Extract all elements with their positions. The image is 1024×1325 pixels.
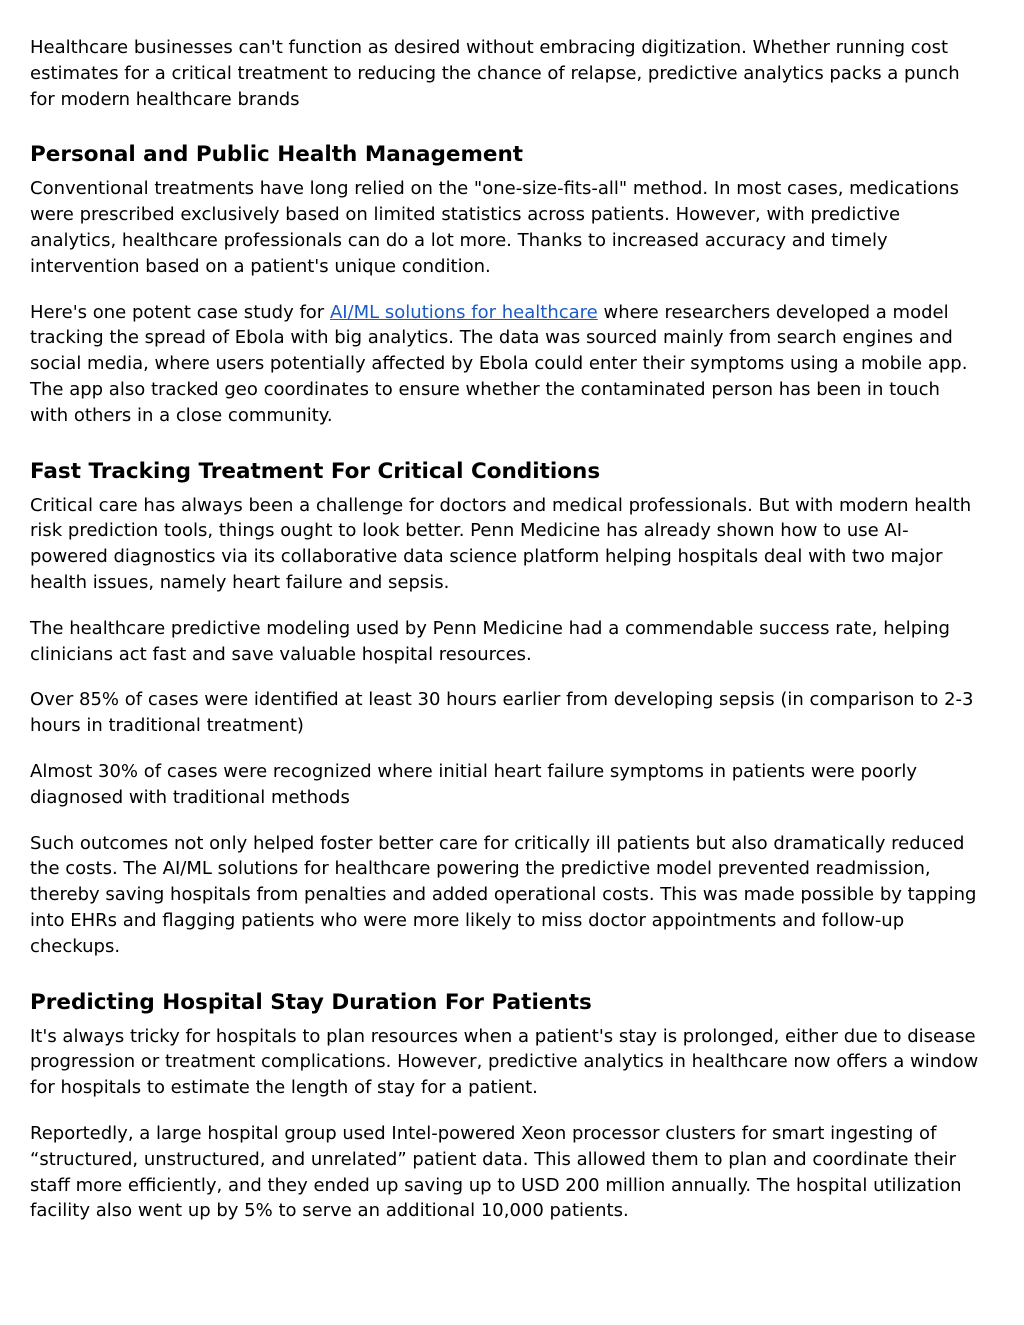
section1-paragraph-2 [30, 300, 980, 429]
section-heading-hospital-stay: Predicting Hospital Stay Duration For Patients [30, 989, 592, 1015]
section2-paragraph-1: Critical care has always been a challenge for doctors and medical professionals. But with modern health risk prediction tools, things ought to look better. Penn Medicine has already shown how to use AI-powered diagnostics via its collaborative data science platform helping hospitals deal with two major health issues, namely heart failure and sepsis. [30, 494, 972, 593]
section1-p2-text-after: where researchers developed a model tracking the spread of Ebola with big analytics. The data was sourced mainly from search engines and social media, where users potentially affected by Ebola could enter their symptoms using a mobile app. The app also tracked geo coordinates to ensure whether the contaminated person has been in touch with others in a close community. [30, 301, 968, 426]
section3-paragraph-2: Reportedly, a large hospital group used Intel-powered Xeon processor clusters for smart ingesting of “structured, unstructured, and unrelated” patient data. This allowed them to plan and coordinate their staff more efficiently, and they ended up saving up to USD 200 million annually. The hospital utilization facility also went up by 5% to serve an additional 10,000 patients. [30, 1122, 962, 1222]
section2-paragraph-2: The healthcare predictive modeling used by Penn Medicine had a commendable success rate, helping clinicians act fast and save valuable hospital resources. [30, 617, 950, 665]
intro-paragraph: Healthcare businesses can't function as desired without embracing digitization. Whether running cost estimates for a critical treatment to reducing the chance of relapse, predictive analytics packs a punch for modern healthcare brands [30, 37, 960, 110]
section3-paragraph-1: It's always tricky for hospitals to plan resources when a patient's stay is prolonged, either due to disease progression or treatment complications. However, predictive analytics in healthcare now offers a window for hospitals to estimate the length of stay for a patient. [30, 1025, 979, 1099]
section1-p2-text-before: Here's one potent case study for [30, 301, 330, 323]
section2-paragraph-5: Such outcomes not only helped foster better care for critically ill patients but also dramatically reduced the costs. The AI/ML solutions for healthcare powering the predictive model prevented readmission, thereby saving hospitals from penalties and added operational costs. This was made possible by tapping into EHRs and flagging patients who were more likely to miss doctor appointments and follow-up checkups. [30, 832, 977, 957]
section2-paragraph-3: Over 85% of cases were identified at least 30 hours earlier from developing sepsis (in comparison to 2-3 hours in traditional treatment) [30, 689, 974, 737]
section-spacer [30, 449, 994, 457]
ai-ml-solutions-link[interactable]: AI/ML solutions for healthcare [329, 301, 598, 323]
section-spacer [30, 980, 994, 988]
section1-paragraph-1: Conventional treatments have long relied on the "one-size-fits-all" method. In most cases, medications were prescribed exclusively based on limited statistics across patients. However, with predictive analytics, healthcare professionals can do a lot more. Thanks to increased accuracy and timely intervention based on a patient's unique condition. [30, 178, 960, 277]
section2-paragraph-4: Almost 30% of cases were recognized where initial heart failure symptoms in patients were poorly diagnosed with traditional methods [30, 760, 917, 808]
section-heading-personal-public-health: Personal and Public Health Management [30, 142, 524, 168]
section-heading-fast-tracking: Fast Tracking Treatment For Critical Conditions [30, 458, 601, 484]
section-spacer [30, 132, 994, 140]
